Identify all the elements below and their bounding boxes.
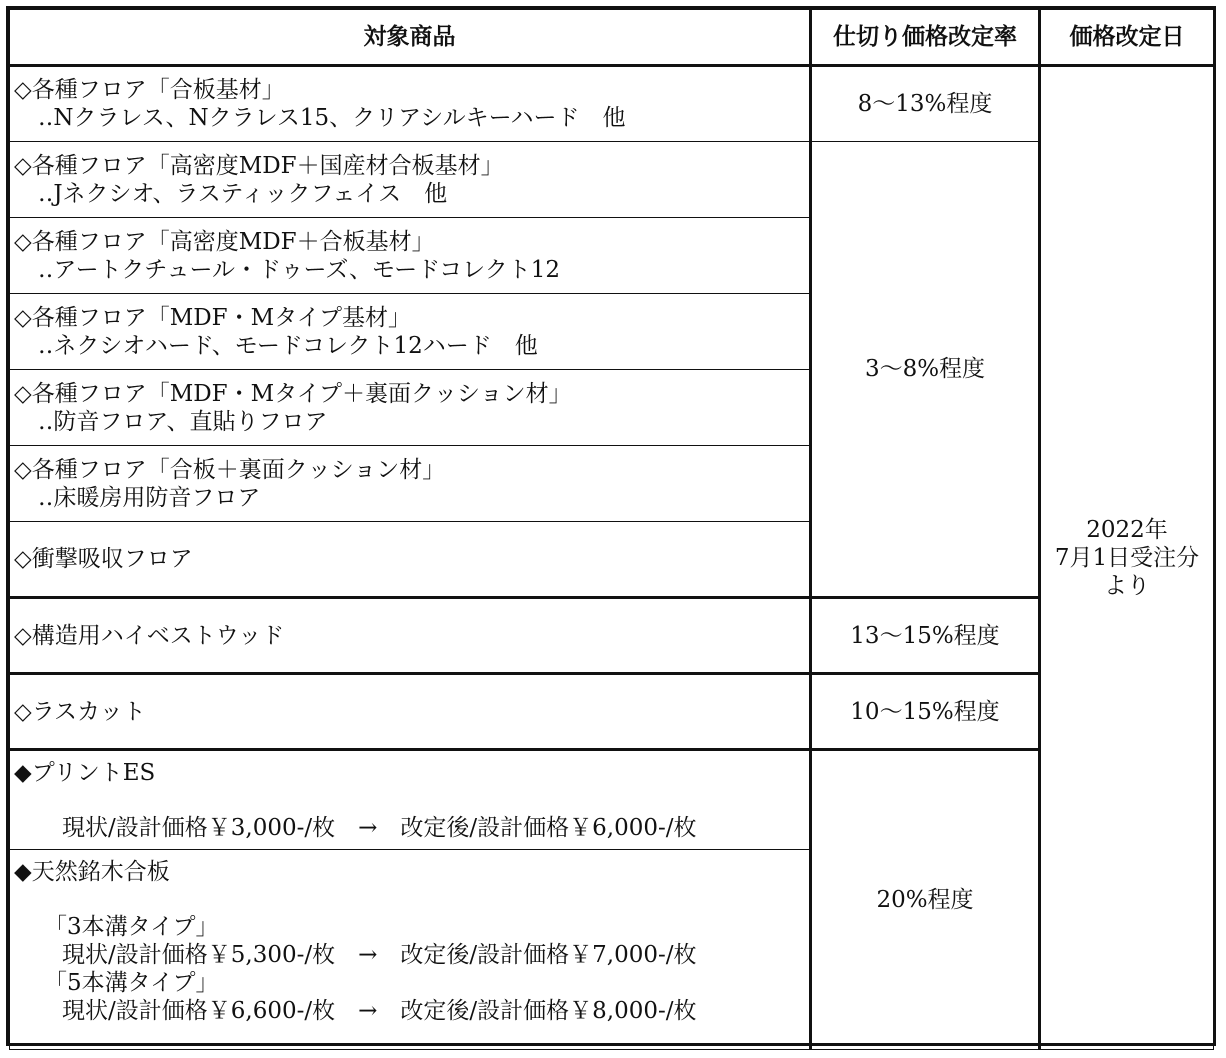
product-cell	[10, 750, 811, 850]
product-title: ◇構造用ハイベストウッド	[14, 622, 285, 649]
product-title: ◇衝撃吸収フロア	[14, 546, 193, 572]
header-rate: 仕切り価格改定率	[811, 10, 1040, 66]
product-examples: ‥Jネクシオ、ラスティックフェイス 他	[38, 180, 448, 207]
product-title: ◇各種フロア「高密度MDF＋国産材合板基材」	[14, 152, 504, 179]
product-title: ◇各種フロア「合板基材」	[14, 77, 285, 103]
product-title: ◇各種フロア「合板＋裏面クッション材」	[14, 456, 446, 483]
type-label: 「3本溝タイプ」	[44, 914, 219, 940]
product-examples: ‥防音フロア、直貼りフロア	[38, 408, 328, 435]
product-cell	[10, 370, 811, 446]
product-cell	[10, 142, 811, 218]
product-title: ◇各種フロア「MDF・Mタイプ基材」	[14, 304, 412, 331]
product-examples: ‥アートクチュール・ドゥーズ、モードコレクト12	[38, 256, 560, 283]
price-change-line: 現状/設計価格￥5,300-/枚 → 改定後/設計価格￥7,000-/枚	[62, 942, 697, 968]
product-title: ◇ラスカット	[14, 698, 146, 725]
table-row	[10, 142, 1214, 218]
table-row	[10, 750, 1214, 850]
product-title: ◇各種フロア「高密度MDF＋合板基材」	[14, 228, 435, 255]
table-row	[10, 674, 1214, 750]
table-row	[10, 598, 1214, 674]
table-row	[10, 66, 1214, 142]
rate-cell: 20%程度	[811, 750, 1040, 1050]
product-cell	[10, 522, 811, 598]
date-line-1: 2022年	[1086, 517, 1168, 543]
rate-cell: 8～13%程度	[811, 66, 1040, 142]
price-revision-table-frame	[6, 6, 1216, 1046]
product-title: ◆天然銘木合板	[14, 859, 170, 885]
product-examples: ‥床暖房用防音フロア	[38, 484, 261, 511]
rate-cell: 10～15%程度	[811, 674, 1040, 750]
product-cell	[10, 218, 811, 294]
price-change-line: 現状/設計価格￥3,000-/枚 → 改定後/設計価格￥6,000-/枚	[62, 815, 697, 841]
price-change-line: 現状/設計価格￥6,600-/枚 → 改定後/設計価格￥8,000-/枚	[62, 998, 697, 1024]
header-product: 対象商品	[10, 10, 811, 66]
date-line-2: 7月1日受注分	[1054, 545, 1200, 571]
product-examples: ‥ネクシオハード、モードコレクト12ハード 他	[38, 332, 538, 359]
product-title: ◇各種フロア「MDF・Mタイプ＋裏面クッション材」	[14, 380, 572, 407]
rate-cell: 3～8%程度	[811, 142, 1040, 598]
type-label: 「5本溝タイプ」	[44, 970, 219, 996]
product-cell	[10, 674, 811, 750]
header-row	[10, 10, 1214, 66]
product-examples: ‥Nクラレス、Nクラレス15、クリアシルキーハード 他	[38, 105, 626, 131]
product-cell	[10, 294, 811, 370]
header-date: 価格改定日	[1040, 10, 1214, 66]
rate-cell: 13～15%程度	[811, 598, 1040, 674]
date-line-3: より	[1104, 573, 1150, 599]
product-cell	[10, 850, 811, 1050]
product-cell	[10, 446, 811, 522]
product-cell	[10, 66, 811, 142]
revision-date-cell	[1040, 66, 1214, 1050]
price-revision-table	[9, 9, 1214, 1050]
product-cell	[10, 598, 811, 674]
product-title: ◆プリントES	[14, 760, 156, 786]
